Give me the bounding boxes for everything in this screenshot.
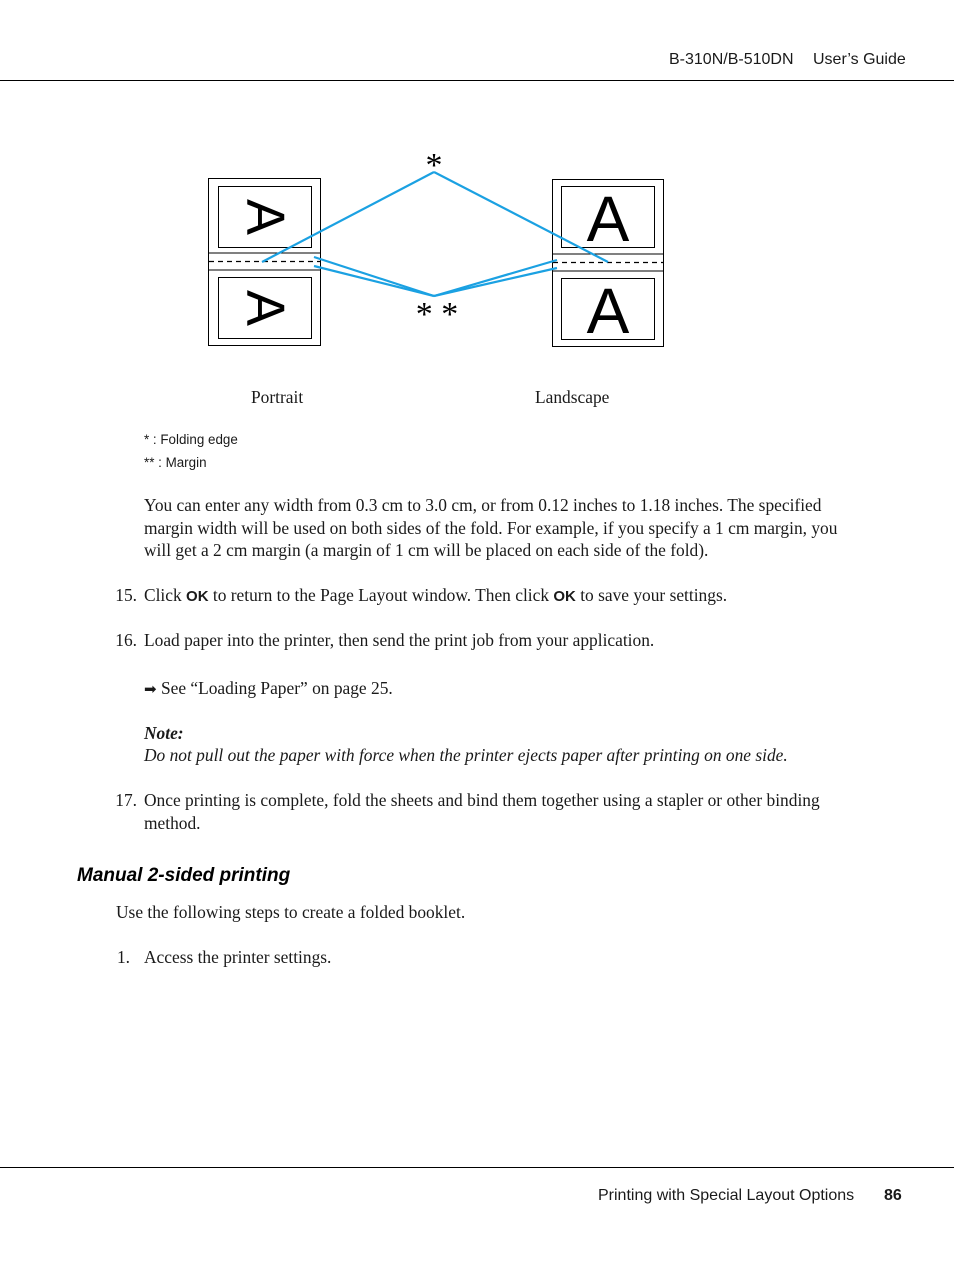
portrait-label: Portrait xyxy=(251,387,304,407)
step-15-text: Click OK to return to the Page Layout window. Then click OK to save your settings. xyxy=(144,585,728,605)
ok-button-reference: OK xyxy=(186,588,209,605)
margin-width-paragraph xyxy=(144,494,904,562)
folding-edge-mark: * xyxy=(425,147,443,184)
paragraph-line: You can enter any width from 0.3 cm to 3.0 cm, or from 0.12 inches to 1.18 inches. The specified xyxy=(144,495,822,515)
portrait-letter-top: A xyxy=(235,198,295,236)
note-text: Do not pull out the paper with force when the printer ejects paper after printing on one side. xyxy=(144,745,788,765)
portrait-letter-bottom: A xyxy=(235,289,295,327)
portrait-sheet xyxy=(209,179,321,346)
section-heading: Manual 2-sided printing xyxy=(77,865,291,886)
landscape-letter-top: A xyxy=(586,183,630,255)
page-number: 86 xyxy=(884,1187,902,1204)
step-15-number: 15. xyxy=(115,585,137,605)
footer-rule xyxy=(0,1167,954,1168)
legend-margin: ** : Margin xyxy=(144,455,207,470)
step-1-text: Access the printer settings. xyxy=(144,947,332,967)
paragraph-line: will get a 2 cm margin (a margin of 1 cm will be placed on each side of the fold). xyxy=(144,540,709,560)
step-16-number: 16. xyxy=(115,630,137,650)
legend-folding-edge: * : Folding edge xyxy=(144,432,238,447)
paragraph-line: margin width will be used on both sides of the fold. For example, if you specify a 1 cm margin, you xyxy=(144,517,838,538)
margin-mark: * * xyxy=(415,296,459,333)
step-17-text: Once printing is complete, fold the sheets and bind them together using a stapler or other binding method. xyxy=(144,790,820,833)
header-guide: User’s Guide xyxy=(813,51,906,68)
step-17-number: 17. xyxy=(115,790,137,810)
step-1-number: 1. xyxy=(116,947,130,967)
section-intro: Use the following steps to create a folded booklet. xyxy=(116,902,466,922)
footer-section-title: Printing with Special Layout Options xyxy=(598,1187,855,1204)
landscape-sheet xyxy=(553,180,664,348)
landscape-letter-bottom: A xyxy=(586,275,630,347)
note-title: Note: xyxy=(144,723,184,743)
step-16-text: Load paper into the printer, then send the print job from your application. xyxy=(144,630,655,650)
ok-button-reference: OK xyxy=(553,588,576,605)
header-rule xyxy=(0,80,954,81)
arrow-right-icon: ➡ xyxy=(144,681,157,698)
landscape-label: Landscape xyxy=(535,387,610,407)
header-model: B-310N/B-510DN xyxy=(669,51,794,68)
see-loading-paper-link[interactable]: ➡ See “Loading Paper” on page 25. xyxy=(144,678,393,698)
